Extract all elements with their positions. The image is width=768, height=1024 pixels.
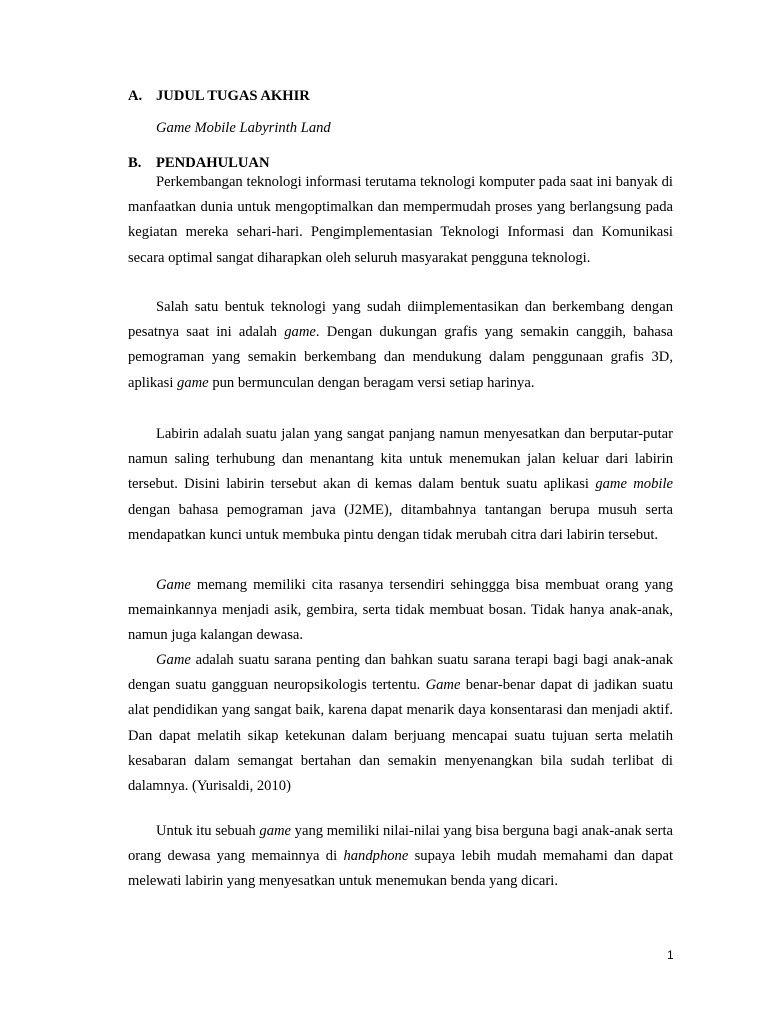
paragraph-text: supaya lebih mudah memahami dan dapat melewati labirin yang menyesatkan untuk menemukan benda yang dicari. bbox=[128, 848, 674, 890]
paragraph bbox=[128, 573, 673, 649]
paragraph bbox=[128, 422, 673, 548]
paragraph-text: memang memiliki cita rasanya tersendiri sehinggga bisa membuat orang yang memainkannya menjadi asik, gembira, serta tidak membuat bosan. Tidak hanya anak-anak, namun juga kalangan dewasa. bbox=[128, 577, 673, 644]
italic-term: handphone bbox=[343, 848, 409, 865]
section-b-title: PENDAHULUAN bbox=[156, 155, 270, 171]
thesis-title: Game Mobile Labyrinth Land bbox=[156, 120, 331, 136]
paragraph-text: yang memiliki nilai-nilai yang bisa berguna bagi anak-anak serta orang dewasa yang memainnya di bbox=[128, 823, 673, 865]
section-a-title: JUDUL TUGAS AKHIR bbox=[156, 88, 310, 104]
paragraph-text: benar-benar dapat di jadikan suatu alat pendidikan yang sangat baik, karena dapat menarik daya konsentarasi dan menjadi aktif. Dan dapat melatih sikap ketekunan dalam berjuang mencapai suatu tujuan serta melatih kesabaran dalam semangat bertahan dan semakin menyenangkan bila sudah terlibat di dalamnya. (Yurisaldi, 2010) bbox=[128, 677, 673, 795]
paragraph-text: adalah suatu sarana penting dan bahkan suatu sarana terapi bagi bagi anak-anak dengan suatu gangguan neuropsikologis tertentu. bbox=[128, 652, 673, 694]
paragraph-text: . Dengan dukungan grafis yang semakin canggih, bahasa pemograman yang semakin berkembang dan mendukung dalam penggunaan grafis 3D, aplikasi bbox=[128, 324, 673, 391]
paragraph bbox=[128, 170, 673, 271]
paragraph-text: dengan bahasa pemograman java (J2ME), ditambahnya tantangan berupa musuh serta mendapatkan kunci untuk membuka pintu dengan tidak merubah citra dari labirin tersebut. bbox=[128, 501, 673, 543]
italic-term: Game bbox=[156, 652, 191, 668]
paragraph bbox=[128, 819, 673, 895]
paragraph-text: pun bermunculan dengan beragam versi setiap harinya. bbox=[208, 374, 535, 391]
paragraph bbox=[128, 295, 673, 396]
italic-term: game bbox=[259, 823, 292, 839]
paragraph-text: Labirin adalah suatu jalan yang sangat panjang namun menyesatkan dan berputar-putar namun saling terhubung dan menantang kita untuk menemukan jalan keluar dari labirin tersebut. Disini labirin tersebut akan di kemas dalam bentuk suatu aplikasi bbox=[128, 426, 673, 493]
section-a-heading bbox=[128, 88, 310, 105]
page-number: 1 bbox=[667, 948, 674, 962]
paragraph-text: Salah satu bentuk teknologi yang sudah diimplementasikan dan berkembang dengan pesatnya saat ini adalah bbox=[128, 299, 673, 341]
paragraph bbox=[128, 648, 673, 799]
section-a-letter: A. bbox=[128, 88, 143, 104]
paragraph-text: Perkembangan teknologi informasi terutama teknologi komputer pada saat ini banyak di manfaatkan dunia untuk mengoptimalkan dan mempermudah proses yang berlangsung pada kegiatan mereka sehari-hari. Pengimplementasian Teknologi Informasi dan Komunikasi secara optimal sangat diharapkan oleh seluruh masyarakat pengguna teknologi. bbox=[128, 174, 673, 266]
italic-term: Game bbox=[156, 577, 191, 593]
italic-term: game bbox=[284, 324, 316, 341]
italic-term: game bbox=[177, 374, 209, 391]
italic-term: game mobile bbox=[595, 476, 673, 493]
section-b-letter: B. bbox=[128, 155, 142, 171]
paragraph-text: Untuk itu sebuah bbox=[156, 823, 260, 839]
italic-term: Game bbox=[425, 677, 461, 694]
